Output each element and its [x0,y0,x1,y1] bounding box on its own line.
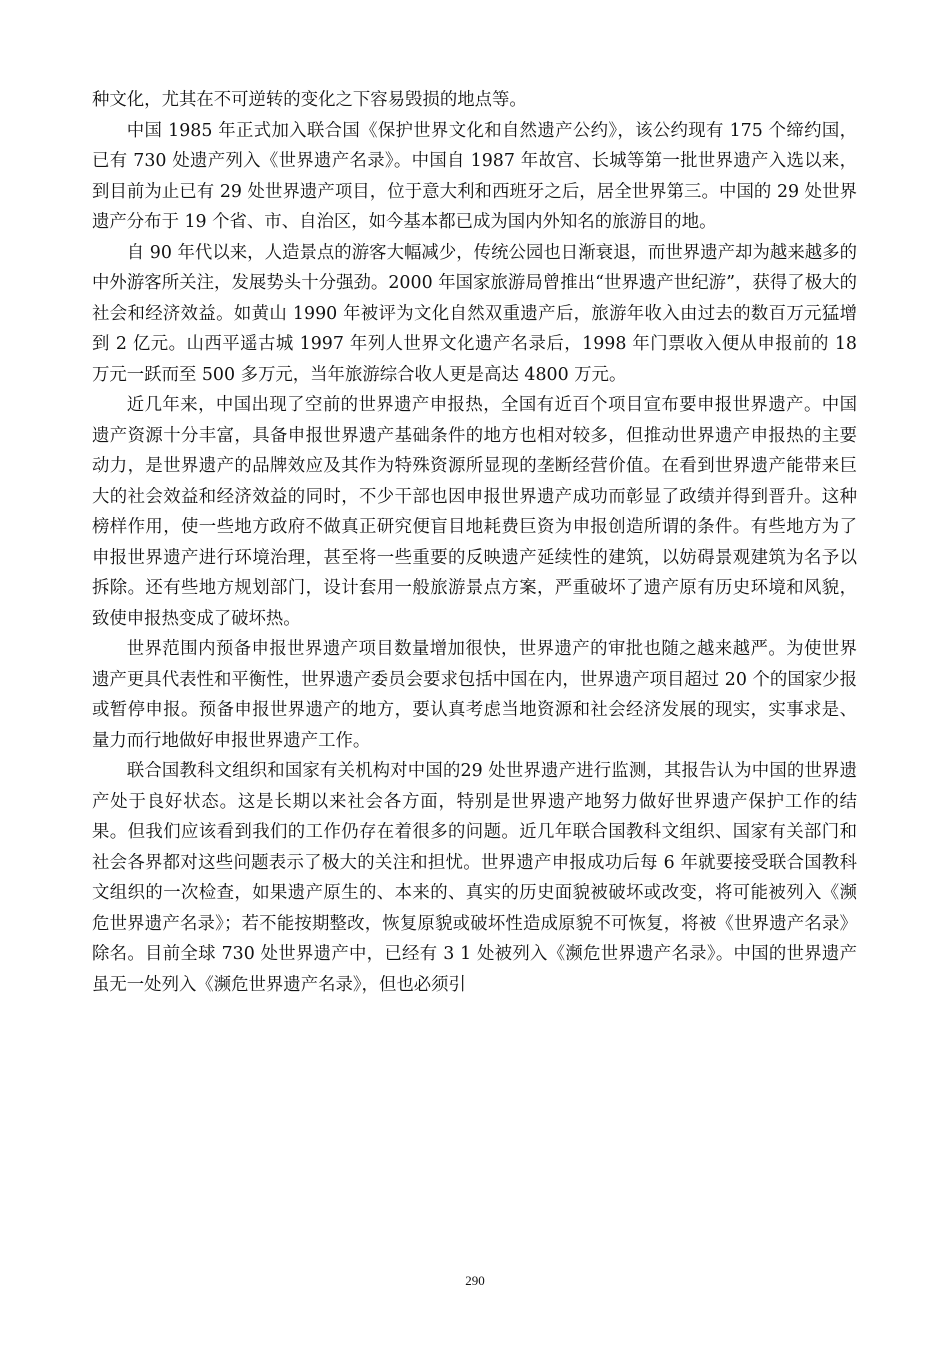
paragraph-accession: 中国 1985 年正式加入联合国《保护世界文化和自然遗产公约》，该公约现有 175 个缔约国，已有 730 处遗产列入《世界遗产名录》。中国自 1987 年故宫、长城等第一批世界遗产入选以来，到目前为止已有 29 处世界遗产项目，位于意大利和西班牙之后，居全世界第三。中国的 29 处世界遗产分布于 19 个省、市、自治区，如今基本都已成为国内外知名的旅游目的地。 [92,120,857,232]
paragraph-continued: 种文化，尤其在不可逆转的变化之下容易毁损的地点等。 [92,90,527,110]
document-body [92,85,857,1000]
paragraph-stricter-approval: 世界范围内预备申报世界遗产项目数量增加很快，世界遗产的审批也随之越来越严。为使世界遗产更具代表性和平衡性，世界遗产委员会要求包括中国在内，世界遗产项目超过 20 个的国家少报或暂停申报。预备申报世界遗产的地方，要认真考虑当地资源和社会经济发展的现实，实事求是、量力而行地做好申报世界遗产工作。 [92,639,857,751]
page-number: 290 [465,1273,485,1288]
paragraph-tourism-growth: 自 90 年代以来，人造景点的游客大幅减少，传统公园也日渐衰退，而世界遗产却为越来越多的中外游客所关注，发展势头十分强劲。2000 年国家旅游局曾推出“世界遗产世纪游”，获得了极大的社会和经济效益。如黄山 1990 年被评为文化自然双重遗产后，旅游年收入由过去的数百万元猛增到 2 亿元。山西平遥古城 1997 年列人世界文化遗产名录后，1998 年门票收入便从申报前的 18 万元一跃而至 500 多万元，当年旅游综合收人更是高达 4800 万元。 [92,242,857,385]
paragraph-monitoring: 联合国教科文组织和国家有关机构对中国的29 处世界遗产进行监测，其报告认为中国的世界遗产处于良好状态。这是长期以来社会各方面，特别是世界遗产地努力做好世界遗产保护工作的结果。但我们应该看到我们的工作仍存在着很多的问题。近几年联合国教科文组织、国家有关部门和社会各界都对这些问题表示了极大的关注和担忧。世界遗产申报成功后每 6 年就要接受联合国教科文组织的一次检查，如果遗产原生的、本来的、真实的历史面貌被破坏或改变，将可能被列入《濒危世界遗产名录》；若不能按期整改，恢复原貌或破坏性造成原貌不可恢复，将被《世界遗产名录》除名。目前全球 730 处世界遗产中，已经有 3 1 处被列入《濒危世界遗产名录》。中国的世界遗产虽无一处列入《濒危世界遗产名录》，但也必须引 [92,761,857,995]
paragraph-application-fever: 近几年来，中国出现了空前的世界遗产申报热，全国有近百个项目宣布要申报世界遗产。中国遗产资源十分丰富，具备申报世界遗产基础条件的地方也相对较多，但推动世界遗产申报热的主要动力，是世界遗产的品牌效应及其作为特殊资源所显现的垄断经营价值。在看到世界遗产能带来巨大的社会效益和经济效益的同时，不少干部也因申报世界遗产成功而彰显了政绩并得到晋升。这种榜样作用，使一些地方政府不做真正研究便盲目地耗费巨资为申报创造所谓的条件。有些地方为了申报世界遗产进行环境治理，甚至将一些重要的反映遗产延续性的建筑，以妨碍景观建筑为名予以拆除。还有些地方规划部门，设计套用一般旅游景点方案，严重破坏了遗产原有历史环境和风貌，致使申报热变成了破坏热。 [92,395,857,629]
